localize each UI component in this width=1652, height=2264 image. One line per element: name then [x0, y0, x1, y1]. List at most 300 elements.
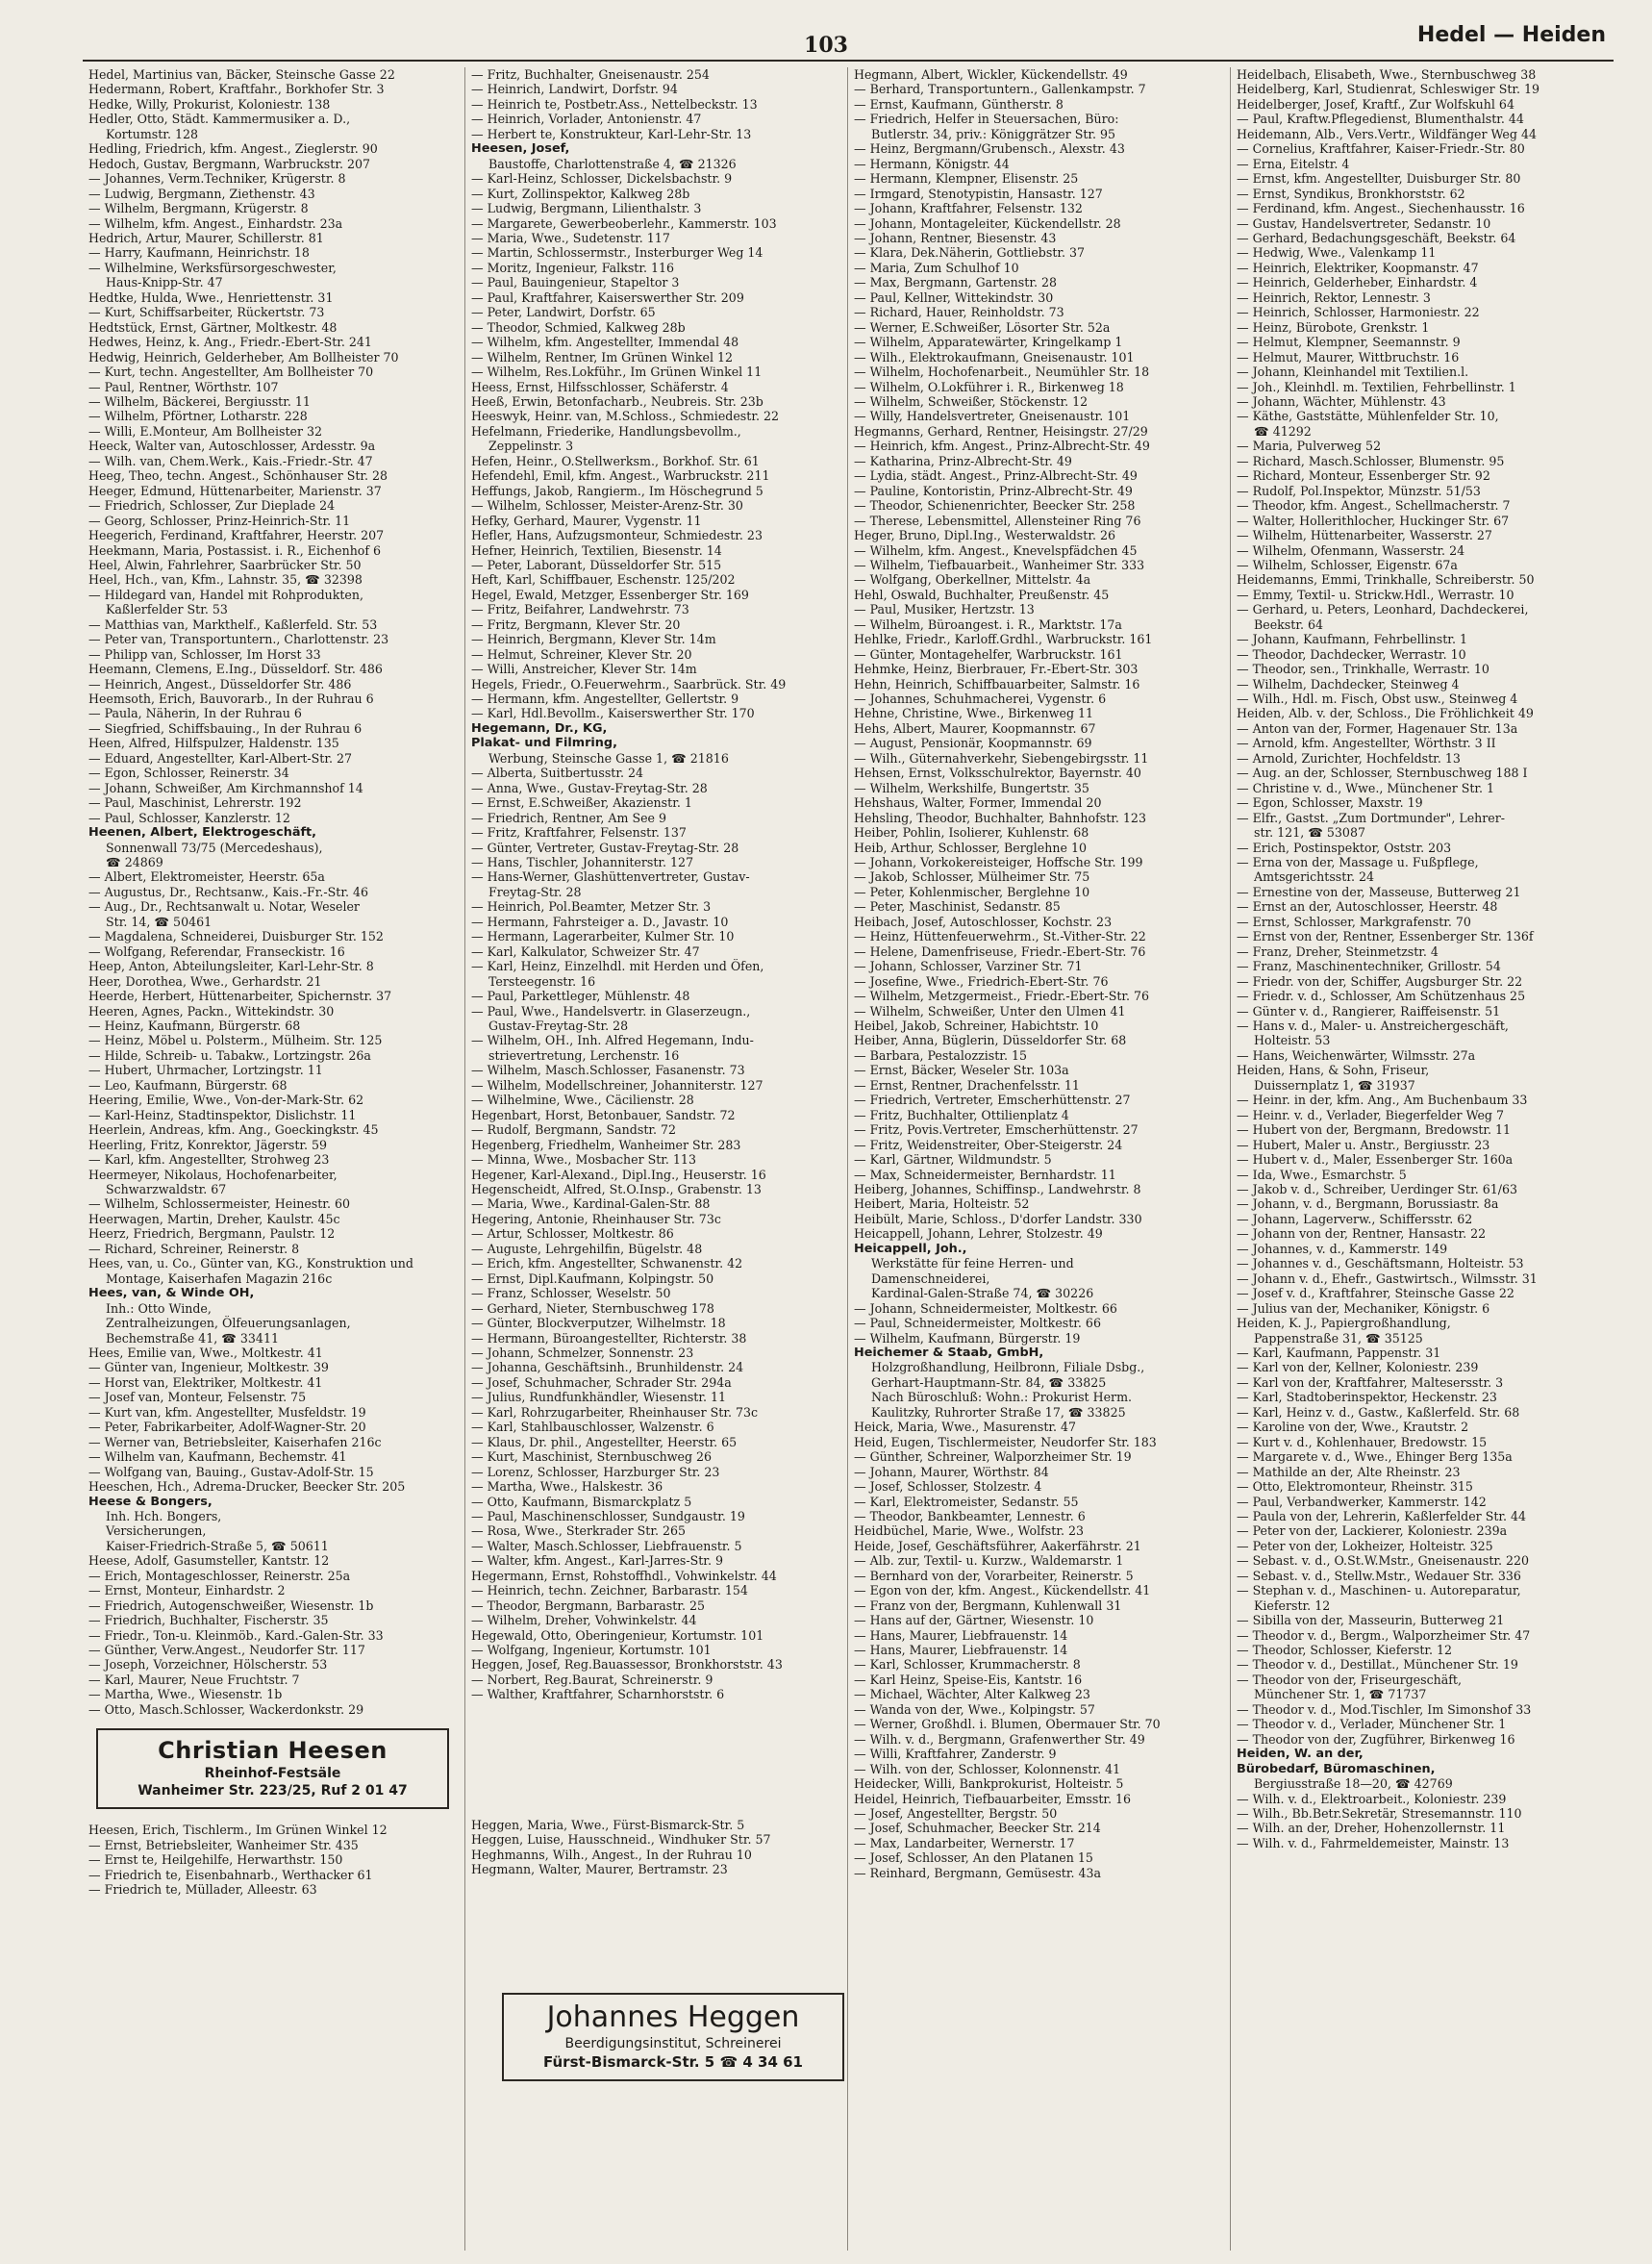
directory-entry: — Friedrich, Schlosser, Zur Dieplade 24 — [88, 498, 336, 514]
directory-entry: — Wilhelm van, Kaufmann, Bechemstr. 41 — [88, 1449, 347, 1465]
directory-entry: — Paul, Wwe., Handelsvertr. in Glaserzeugn., — [471, 1003, 751, 1019]
directory-entry: — Johann, Lagerverw., Schiffersstr. 62 — [1237, 1211, 1473, 1226]
directory-entry: — Johann, Schneidermeister, Moltkestr. 66 — [854, 1300, 1117, 1316]
directory-entry: — Joseph, Vorzeichner, Hölscherstr. 53 — [88, 1657, 328, 1673]
directory-entry: Heegerich, Ferdinand, Kraftfahrer, Heerstr. 207 — [88, 528, 385, 543]
directory-entry: — Therese, Lebensmittel, Allensteiner Ring 76 — [854, 513, 1141, 528]
directory-entry: Hegermann, Ernst, Rohstoffhdl., Vohwinkelstr. 44 — [471, 1568, 777, 1583]
directory-entry: — Werner van, Betriebsleiter, Kaiserhafen 216c — [88, 1434, 382, 1449]
directory-entry: Hedtstück, Ernst, Gärtner, Moltkestr. 48 — [88, 319, 338, 335]
directory-entry: — Cornelius, Kraftfahrer, Kaiser-Friedr.-Str. 80 — [1237, 141, 1525, 157]
directory-entry: — Theodor von der, Friseurgeschäft, — [1237, 1672, 1462, 1687]
directory-entry: Kaßlerfelder Str. 53 — [106, 602, 228, 617]
directory-entry: Pappenstraße 31, ☎ 35125 — [1254, 1330, 1423, 1346]
directory-entry: — Hans, Weichenwärter, Wilmsstr. 27a — [1237, 1047, 1476, 1063]
directory-entry: — Ernst te, Heilgehilfe, Herwarthstr. 150 — [88, 1852, 343, 1868]
directory-entry: — Heinrich, Schlosser, Harmoniestr. 22 — [1237, 305, 1480, 320]
directory-entry: — Hans, Maurer, Liebfrauenstr. 14 — [854, 1643, 1068, 1658]
directory-entry: — Günter, Vertreter, Gustav-Freytag-Str. 28 — [471, 840, 739, 855]
directory-entry: — Hans auf der, Gärtner, Wiesenstr. 10 — [854, 1613, 1094, 1628]
column-entries-after — [88, 1823, 459, 1897]
directory-entry: — Johann, Schlosser, Varziner Str. 71 — [854, 959, 1083, 974]
directory-entry: — Karl, Hdl.Bevollm., Kaiserswerther Str. 170 — [471, 706, 755, 721]
directory-entry: — Wilhelm, Büroangest. i. R., Marktstr. 17a — [854, 616, 1122, 632]
directory-entry: Heekmann, Maria, Postassist. i. R., Eichenhof 6 — [88, 542, 382, 558]
directory-entry: — Karl-Heinz, Stadtinspektor, Dislichstr. 11 — [88, 1107, 357, 1122]
directory-entry: — Hans, Maurer, Liebfrauenstr. 14 — [854, 1627, 1068, 1643]
directory-entry: — Johann, Maurer, Wörthstr. 84 — [854, 1464, 1049, 1479]
directory-entry: — Werner, Großhdl. i. Blumen, Obermauer Str. 70 — [854, 1717, 1161, 1732]
directory-entry: Heft, Karl, Schiffbauer, Eschenstr. 125/202 — [471, 572, 736, 588]
directory-entry: — Rosa, Wwe., Sterkrader Str. 265 — [471, 1523, 687, 1539]
directory-entry: — Heinrich, Rektor, Lennestr. 3 — [1237, 289, 1431, 305]
directory-entry: — Wilhelm, Schweißer, Stöckenstr. 12 — [854, 393, 1089, 409]
directory-entry: — Maria, Wwe., Kardinal-Galen-Str. 88 — [471, 1196, 711, 1212]
directory-entry: Heel, Hch., van, Kfm., Lahnstr. 35, ☎ 32398 — [88, 572, 363, 588]
directory-entry: Heemann, Clemens, E.Ing., Düsseldorf. Str. 486 — [88, 662, 383, 677]
directory-entry: — Hilde, Schreib- u. Tabakw., Lortzingstr. 26a — [88, 1047, 371, 1063]
directory-columns — [83, 67, 1614, 2251]
directory-entry: — Karl, Elektromeister, Sedanstr. 55 — [854, 1494, 1079, 1509]
entry-heading: Heenen, Albert, Elektrogeschäft, — [88, 825, 317, 841]
directory-entry: — Augustus, Dr., Rechtsanw., Kais.-Fr.-Str. 46 — [88, 884, 369, 899]
directory-entry: Heep, Anton, Abteilungsleiter, Karl-Lehr-Str. 8 — [88, 959, 374, 974]
running-head: Hedel — Heiden — [1416, 23, 1606, 47]
directory-entry: — Theodor v. d., Bergm., Walporzheimer Str. 47 — [1237, 1627, 1531, 1643]
directory-entry: — Wolfgang van, Bauing., Gustav-Adolf-Str. 15 — [88, 1464, 374, 1479]
directory-entry: Heffungs, Jakob, Rangierm., Im Höschegrund 5 — [471, 483, 763, 498]
directory-entry: — Wilhelm, Dachdecker, Steinweg 4 — [1237, 676, 1460, 692]
directory-entry: Hefelmann, Friederike, Handlungsbevollm., — [471, 423, 741, 439]
directory-entry: — Richard, Masch.Schlosser, Blumenstr. 95 — [1237, 453, 1505, 468]
directory-entry: Heerlein, Andreas, kfm. Ang., Goeckingkstr. 45 — [88, 1122, 379, 1138]
directory-entry: Heese, Adolf, Gasumsteller, Kantstr. 12 — [88, 1553, 330, 1569]
directory-entry: — Jakob, Schlosser, Mülheimer Str. 75 — [854, 869, 1090, 885]
directory-entry: Schwarzwaldstr. 67 — [106, 1181, 227, 1196]
directory-entry: — Ludwig, Bergmann, Ziethenstr. 43 — [88, 186, 315, 201]
directory-entry: — Peter, Kohlenmischer, Berglehne 10 — [854, 884, 1090, 899]
directory-entry: — Heinz, Möbel u. Polsterm., Mülheim. Str. 125 — [88, 1033, 383, 1048]
directory-entry: — Johann, Wächter, Mühlenstr. 43 — [1237, 393, 1446, 409]
directory-entry: — Franz, Maschinentechniker, Grillostr. 54 — [1237, 959, 1501, 974]
directory-entry: Heggen, Maria, Wwe., Fürst-Bismarck-Str. 5 — [471, 1817, 745, 1832]
directory-entry: Heiber, Pohlin, Isolierer, Kuhlenstr. 68 — [854, 825, 1089, 841]
directory-entry: Heerde, Herbert, Hüttenarbeiter, Spichernstr. 37 — [88, 989, 392, 1004]
directory-entry: — Heinz, Hüttenfeuerwehrm., St.-Vither-Str. 22 — [854, 929, 1146, 944]
directory-entry: Hehne, Christine, Wwe., Birkenweg 11 — [854, 706, 1094, 721]
directory-entry: — Heinz, Bergmann/Grubensch., Alexstr. 43 — [854, 141, 1125, 157]
directory-entry: — Fritz, Povis.Vertreter, Emscherhüttenstr. 27 — [854, 1122, 1139, 1138]
directory-entry: Hegenscheidt, Alfred, St.O.Insp., Grabenstr. 13 — [471, 1181, 762, 1196]
directory-entry: Heger, Bruno, Dipl.Ing., Westerwaldstr. 26 — [854, 528, 1115, 543]
directory-entry: Heerwagen, Martin, Dreher, Kaulstr. 45c — [88, 1211, 340, 1226]
directory-entry: Hedtke, Hulda, Wwe., Henriettenstr. 31 — [88, 289, 334, 305]
directory-entry: — Erich, kfm. Angestellter, Schwanenstr. 42 — [471, 1256, 743, 1271]
directory-entry: — Günter, Montagehelfer, Warbruckstr. 161 — [854, 646, 1123, 662]
directory-entry: — Wilhelm, Rentner, Im Grünen Winkel 12 — [471, 349, 734, 365]
directory-entry: — Peter von der, Lokheizer, Holteistr. 325 — [1237, 1538, 1493, 1553]
directory-entry: — Willy, Handelsvertreter, Gneisenaustr. 101 — [854, 409, 1131, 424]
directory-entry: Bergiusstraße 18—20, ☎ 42769 — [1254, 1776, 1453, 1792]
directory-entry: — Wilh. von der, Schlosser, Kolonnenstr. 41 — [854, 1761, 1121, 1776]
directory-entry: Inh. Hch. Bongers, — [106, 1508, 222, 1523]
directory-entry: — Kurt, Maschinist, Sternbuschweg 26 — [471, 1449, 713, 1465]
directory-entry: Heidecker, Willi, Bankprokurist, Holteistr. 5 — [854, 1776, 1124, 1792]
directory-entry: — Helmut, Schreiner, Klever Str. 20 — [471, 646, 692, 662]
directory-entry: — Theodor v. d., Verlader, Münchener Str. 1 — [1237, 1717, 1507, 1732]
directory-entry: — Theodor, sen., Trinkhalle, Werrastr. 10 — [1237, 662, 1489, 677]
directory-entry: — Egon, Schlosser, Maxstr. 19 — [1237, 795, 1423, 811]
directory-entry: — Margarete v. d., Wwe., Ehinger Berg 135a — [1237, 1449, 1513, 1465]
directory-entry: — Günter, Blockverputzer, Wilhelmstr. 18 — [471, 1316, 726, 1331]
directory-entry: — Wilhelm, Hochofenarbeit., Neumühler Str. 18 — [854, 365, 1150, 380]
directory-entry: Heesen, Erich, Tischlerm., Im Grünen Winkel 12 — [88, 1823, 388, 1838]
directory-entry: Heidemanns, Emmi, Trinkhalle, Schreiberstr. 50 — [1237, 572, 1535, 588]
ad-address: Wanheimer Str. 223/25, Ruf 2 01 47 — [138, 1783, 408, 1799]
directory-entry: — Paul, Verbandwerker, Kammerstr. 142 — [1237, 1494, 1487, 1509]
directory-entry: — Johann von der, Rentner, Hansastr. 22 — [1237, 1226, 1487, 1242]
directory-entry: — Heinr. v. d., Verlader, Biegerfelder Weg 7 — [1237, 1107, 1505, 1122]
directory-entry: — Maria, Pulverweg 52 — [1237, 439, 1382, 454]
directory-entry: — Ernst, Bäcker, Weseler Str. 103a — [854, 1063, 1069, 1078]
column-entries — [854, 67, 1224, 1880]
directory-entry: — Karl Heinz, Speise-Eis, Kantstr. 16 — [854, 1672, 1083, 1687]
directory-entry: — Fritz, Kraftfahrer, Felsenstr. 137 — [471, 825, 687, 841]
directory-entry: Hedoch, Gustav, Bergmann, Warbruckstr. 207 — [88, 156, 371, 171]
directory-entry: — Elfr., Gastst. „Zum Dortmunder", Lehrer- — [1237, 810, 1506, 825]
directory-entry: — Alb. zur, Textil- u. Kurzw., Waldemarstr. 1 — [854, 1553, 1124, 1569]
directory-entry: — Heinrich, Landwirt, Dorfstr. 94 — [471, 82, 678, 97]
directory-entry: — Wilh., Elektrokaufmann, Gneisenaustr. 101 — [854, 349, 1135, 365]
directory-entry: Hehsling, Theodor, Buchhalter, Bahnhofstr. 123 — [854, 810, 1146, 825]
directory-entry: — Paul, Kraftfahrer, Kaiserswerther Str. 209 — [471, 289, 744, 305]
directory-entry: — Emmy, Textil- u. Strickw.Hdl., Werrastr. 10 — [1237, 587, 1514, 602]
directory-entry: — Wilh. an der, Dreher, Hohenzollernstr. 11 — [1237, 1821, 1506, 1836]
directory-entry: — Karl, Gärtner, Wildmundstr. 5 — [854, 1152, 1052, 1168]
directory-entry: — Wilh., Güternahverkehr, Siebengebirgsstr. 11 — [854, 750, 1149, 766]
directory-entry: — Paul, Kraftw.Pflegedienst, Blumenthalstr. 44 — [1237, 112, 1524, 127]
entry-heading: Plakat- und Filmring, — [471, 736, 617, 751]
directory-entry: Haus-Knipp-Str. 47 — [106, 275, 223, 290]
directory-entry: ☎ 41292 — [1254, 423, 1312, 439]
directory-entry: — Norbert, Reg.Baurat, Schreinerstr. 9 — [471, 1672, 713, 1687]
directory-entry: — Wolfgang, Ingenieur, Kortumstr. 101 — [471, 1643, 712, 1658]
directory-entry: Heibel, Jakob, Schreiner, Habichtstr. 10 — [854, 1019, 1099, 1033]
directory-entry: Werbung, Steinsche Gasse 1, ☎ 21816 — [488, 750, 729, 766]
directory-entry: — Paul, Maschinist, Lehrerstr. 192 — [88, 795, 302, 811]
directory-entry: — Wilhelm, kfm. Angestellter, Immendal 48 — [471, 335, 739, 350]
directory-entry: strievertretung, Lerchenstr. 16 — [488, 1047, 680, 1063]
directory-entry: — Sebast. v. d., O.St.W.Mstr., Gneisenaustr. 220 — [1237, 1553, 1530, 1569]
directory-entry: — Wilhelm, Kaufmann, Bürgerstr. 19 — [854, 1330, 1081, 1346]
directory-entry: Hegenbart, Horst, Betonbauer, Sandstr. 72 — [471, 1107, 736, 1122]
directory-entry: — Wilh. v. d., Bergmann, Grafenwerther Str. 49 — [854, 1731, 1145, 1747]
directory-entry: — Barbara, Pestalozzistr. 15 — [854, 1047, 1027, 1063]
directory-entry: — Karoline von der, Wwe., Krautstr. 2 — [1237, 1420, 1469, 1435]
directory-entry: — Richard, Schreiner, Reinerstr. 8 — [88, 1241, 300, 1256]
directory-entry: Duissernplatz 1, ☎ 31937 — [1254, 1077, 1415, 1093]
directory-entry: — Aug., Dr., Rechtsanwalt u. Notar, Weseler — [88, 899, 360, 915]
directory-entry: — Fritz, Bergmann, Klever Str. 20 — [471, 616, 681, 632]
ad-address: Fürst-Bismarck-Str. 5 ☎ 4 34 61 — [543, 2053, 803, 2071]
ad-name: Christian Heesen — [158, 1737, 388, 1765]
directory-entry: — Wilhelm, Bergmann, Krügerstr. 8 — [88, 201, 309, 216]
directory-entry: — Joh., Kleinhdl. m. Textilien, Fehrbellinstr. 1 — [1237, 379, 1516, 394]
directory-entry: Bechemstraße 41, ☎ 33411 — [106, 1330, 279, 1346]
directory-entry: — Walter, kfm. Angest., Karl-Jarres-Str. 9 — [471, 1553, 723, 1569]
entry-heading: Heese & Bongers, — [88, 1494, 213, 1509]
directory-entry: Hefen, Heinr., O.Stellwerksm., Borkhof. Str. 61 — [471, 453, 760, 468]
directory-entry: — Friedr., Ton-u. Kleinmöb., Kard.-Galen-Str. 33 — [88, 1627, 384, 1643]
directory-entry: — Heinrich, Pol.Beamter, Metzer Str. 3 — [471, 899, 712, 915]
directory-entry: — Ludwig, Bergmann, Lilienthalstr. 3 — [471, 201, 702, 216]
entry-heading: Hees, van, & Winde OH, — [88, 1286, 255, 1301]
directory-entry: — Wilh. v. d., Fahrmeldemeister, Mainstr. 13 — [1237, 1835, 1510, 1850]
directory-entry: — Matthias van, Markthelf., Kaßlerfeld. Str. 53 — [88, 616, 378, 632]
directory-entry: — Wilh., Bb.Betr.Sekretär, Stresemannstr. 110 — [1237, 1806, 1522, 1822]
directory-entry: — Gerhard, u. Peters, Leonhard, Dachdeckerei, — [1237, 602, 1529, 617]
directory-entry: — Christine v. d., Wwe., Münchener Str. 1 — [1237, 780, 1495, 795]
directory-entry: Heiber, Anna, Büglerin, Düsseldorfer Str. 68 — [854, 1033, 1127, 1048]
directory-entry: Butlerstr. 34, priv.: Königgrätzer Str. 95 — [871, 126, 1116, 141]
directory-entry: — Friedrich, Buchhalter, Fischerstr. 35 — [88, 1613, 329, 1628]
directory-entry: — Wilhelm, O.Lokführer i. R., Birkenweg 18 — [854, 379, 1124, 394]
directory-entry: — Julius van der, Mechaniker, Königstr. 6 — [1237, 1300, 1490, 1316]
directory-entry: — Theodor, kfm. Angest., Schellmacherstr. 7 — [1237, 498, 1511, 514]
column-entries-after — [471, 1818, 841, 1877]
directory-entry: — Leo, Kaufmann, Bürgerstr. 68 — [88, 1077, 288, 1093]
directory-entry: Heer, Dorothea, Wwe., Gerhardstr. 21 — [88, 973, 322, 989]
directory-entry: Hedrich, Artur, Maurer, Schillerstr. 81 — [88, 230, 324, 245]
directory-entry: — Günter van, Ingenieur, Moltkestr. 39 — [88, 1360, 329, 1375]
directory-entry: — Heinrich, kfm. Angest., Prinz-Albrecht-Str. 49 — [854, 439, 1150, 454]
directory-entry: — Arnold, Zurichter, Hochfeldstr. 13 — [1237, 750, 1461, 766]
ad-subtitle: Rheinhof-Festsäle — [204, 1766, 341, 1782]
directory-entry: Heemsoth, Erich, Bauvorarb., In der Ruhrau 6 — [88, 692, 374, 707]
directory-entry: Heen, Alfred, Hilfspulzer, Haldenstr. 135 — [88, 736, 339, 751]
directory-entry: Heibert, Maria, Holteistr. 52 — [854, 1196, 1030, 1212]
directory-entry: — Karl von der, Kellner, Koloniestr. 239 — [1237, 1360, 1479, 1375]
directory-entry: — Klaus, Dr. phil., Angestellter, Heerstr. 65 — [471, 1434, 738, 1449]
directory-entry: — Paula, Näherin, In der Ruhrau 6 — [88, 706, 302, 721]
directory-entry: — Günter v. d., Rangierer, Raiffeisenstr. 51 — [1237, 1003, 1501, 1019]
directory-entry: str. 121, ☎ 53087 — [1254, 825, 1365, 841]
directory-entry: — Helmut, Klempner, Seemannstr. 9 — [1237, 335, 1461, 350]
directory-entry: — Kurt v. d., Kohlenhauer, Bredowstr. 15 — [1237, 1434, 1488, 1449]
directory-entry: — Bernhard von der, Vorarbeiter, Reinerstr. 5 — [854, 1568, 1134, 1583]
directory-entry: — Friedrich, Autogenschweißer, Wiesenstr. 1b — [88, 1597, 374, 1613]
directory-entry: — Wilhelm, Tiefbauarbeit., Wanheimer Str. 333 — [854, 557, 1145, 572]
directory-entry: — Mathilde an der, Alte Rheinstr. 23 — [1237, 1464, 1461, 1479]
directory-entry: — Theodor, Bergmann, Barbarastr. 25 — [471, 1597, 705, 1613]
directory-entry: — Theodor v. d., Destillat., Münchener Str. 19 — [1237, 1657, 1518, 1673]
directory-entry: — Theodor, Bankbeamter, Lennestr. 6 — [854, 1508, 1086, 1523]
directory-entry: — Kurt van, kfm. Angestellter, Musfeldstr. 19 — [88, 1404, 366, 1420]
directory-entry: — Johann, Vorkokereisteiger, Hoffsche Str. 199 — [854, 855, 1143, 870]
directory-entry: Zentralheizungen, Ölfeuerungsanlagen, — [106, 1316, 351, 1331]
directory-entry: Hehmke, Heinz, Bierbrauer, Fr.-Ebert-Str. 303 — [854, 662, 1139, 677]
directory-entry: Hegmann, Walter, Maurer, Bertramstr. 23 — [471, 1862, 728, 1877]
directory-entry: — Wilhelm, Ofenmann, Wasserstr. 24 — [1237, 542, 1465, 558]
directory-entry: — Heinrich, Bergmann, Klever Str. 14m — [471, 632, 716, 647]
directory-entry: — Hedwig, Wwe., Valenkamp 11 — [1237, 245, 1437, 261]
directory-entry: Baustoffe, Charlottenstraße 4, ☎ 21326 — [488, 156, 737, 171]
directory-entry: Montage, Kaiserhafen Magazin 216c — [106, 1270, 333, 1286]
directory-entry: — August, Pensionär, Koopmannstr. 69 — [854, 736, 1092, 751]
directory-entry: — Ernst, kfm. Angestellter, Duisburger Str. 80 — [1237, 171, 1521, 187]
directory-entry: — Paul, Parkettleger, Mühlenstr. 48 — [471, 989, 690, 1004]
directory-entry: — Richard, Hauer, Reinholdstr. 73 — [854, 305, 1064, 320]
directory-entry: Heerling, Fritz, Konrektor, Jägerstr. 59 — [88, 1137, 328, 1152]
directory-entry: — Hubert von der, Bergmann, Bredowstr. 11 — [1237, 1122, 1512, 1138]
directory-entry: — Wilhelm, Masch.Schlosser, Fasanenstr. 73 — [471, 1063, 745, 1078]
directory-entry: Heeren, Agnes, Packn., Wittekindstr. 30 — [88, 1003, 335, 1019]
directory-entry: Hehn, Heinrich, Schiffbauarbeiter, Salmstr. 16 — [854, 676, 1140, 692]
directory-entry: Damenschneiderei, — [871, 1270, 990, 1286]
directory-entry: Heibült, Marie, Schloss., D'dorfer Landstr. 330 — [854, 1211, 1142, 1226]
directory-entry: — Heinz, Bürobote, Grenkstr. 1 — [1237, 319, 1430, 335]
directory-entry: — Paul, Bauingenieur, Stapeltor 3 — [471, 275, 680, 290]
directory-entry: — Hans v. d., Maler- u. Anstreichergeschäft, — [1237, 1019, 1509, 1033]
directory-entry: — Paula von der, Lehrerin, Kaßlerfelder Str. 44 — [1237, 1508, 1527, 1523]
directory-entry: — Ferdinand, kfm. Angest., Siechenhausstr. 16 — [1237, 201, 1525, 216]
column-1 — [83, 67, 465, 2251]
directory-entry: — Wilhelmine, Wwe., Cäcilienstr. 28 — [471, 1093, 694, 1108]
directory-entry: — Karl, Kaufmann, Pappenstr. 31 — [1237, 1345, 1441, 1360]
directory-entry: — Helmut, Maurer, Wittbruchstr. 16 — [1237, 349, 1460, 365]
directory-entry: — Ernst, Dipl.Kaufmann, Kolpingstr. 50 — [471, 1270, 714, 1286]
directory-entry: Münchener Str. 1, ☎ 71737 — [1254, 1687, 1427, 1702]
column-3 — [848, 67, 1231, 2251]
directory-entry: — Heinrich, Elektriker, Koopmanstr. 47 — [1237, 260, 1479, 275]
directory-entry: — Klara, Dek.Näherin, Gottliebstr. 37 — [854, 245, 1086, 261]
directory-entry: — Willi, Kraftfahrer, Zanderstr. 9 — [854, 1747, 1057, 1762]
directory-entry: — Ernst an der, Autoschlosser, Heerstr. 48 — [1237, 899, 1498, 915]
directory-entry: — Siegfried, Schiffsbauing., In der Ruhrau 6 — [88, 720, 363, 736]
directory-entry: — Josef, Schuhmacher, Beecker Str. 214 — [854, 1821, 1101, 1836]
directory-entry: — Wilhelm, Apparatewärter, Kringelkamp 1 — [854, 335, 1123, 350]
directory-entry: — Hermann, Lagerarbeiter, Kulmer Str. 10 — [471, 929, 735, 944]
directory-entry: — Johann, Kleinhandel mit Textilien.l. — [1237, 365, 1469, 380]
column-entries — [471, 67, 841, 1702]
directory-entry: — Johann, Schweißer, Am Kirchmannshof 14 — [88, 780, 363, 795]
directory-entry: — Hubert, Maler u. Anstr., Bergiusstr. 23 — [1237, 1137, 1490, 1152]
directory-entry: Heeß, Erwin, Betonfacharb., Neubreis. Str. 23b — [471, 393, 763, 409]
directory-entry: — Johannes, Verm.Techniker, Krügerstr. 8 — [88, 171, 346, 187]
directory-entry: Heidemann, Alb., Vers.Vertr., Wildfänger Weg 44 — [1237, 126, 1537, 141]
directory-entry: Heid, Eugen, Tischlermeister, Neudorfer Str. 183 — [854, 1434, 1157, 1449]
advertisement-box — [96, 1728, 449, 1809]
directory-entry: Amtsgerichtsstr. 24 — [1254, 869, 1375, 885]
directory-entry: — Wolfgang, Oberkellner, Mittelstr. 4a — [854, 572, 1091, 588]
directory-entry: — Egon von der, kfm. Angest., Kückendellstr. 41 — [854, 1583, 1151, 1598]
directory-entry: — Irmgard, Stenotypistin, Hansastr. 127 — [854, 186, 1103, 201]
directory-entry: — Max, Schneidermeister, Bernhardstr. 11 — [854, 1167, 1116, 1182]
directory-entry: — Hermann, Büroangestellter, Richterstr. 38 — [471, 1330, 747, 1346]
directory-entry: — Kurt, techn. Angestellter, Am Bollheister 70 — [88, 365, 374, 380]
column-4 — [1231, 67, 1614, 2251]
directory-entry: — Rudolf, Pol.Inspektor, Münzstr. 51/53 — [1237, 483, 1481, 498]
directory-entry: — Friedr. von der, Schiffer, Augsburger Str. 22 — [1237, 973, 1523, 989]
directory-entry: — Alberta, Suitbertusstr. 24 — [471, 766, 644, 781]
directory-entry: — Friedrich te, Müllader, Alleestr. 63 — [88, 1882, 317, 1898]
directory-entry: Inh.: Otto Winde, — [106, 1300, 212, 1316]
directory-entry: — Friedrich te, Eisenbahnarb., Werthacker 61 — [88, 1867, 373, 1882]
directory-entry: Hefky, Gerhard, Maurer, Vygenstr. 11 — [471, 513, 702, 528]
directory-entry: — Karl-Heinz, Schlosser, Dickelsbachstr. 9 — [471, 171, 733, 187]
directory-entry: Hegmanns, Gerhard, Rentner, Heisingstr. 27/29 — [854, 423, 1148, 439]
directory-entry: — Richard, Monteur, Essenberger Str. 92 — [1237, 468, 1490, 484]
directory-entry: Beekstr. 64 — [1254, 616, 1323, 632]
directory-entry: — Theodor, Schienenrichter, Beecker Str. 258 — [854, 498, 1136, 514]
directory-entry: — Hans-Werner, Glashüttenvertreter, Gustav- — [471, 869, 750, 885]
directory-entry: — Ida, Wwe., Esmarchstr. 5 — [1237, 1167, 1407, 1182]
directory-entry: — Wilhelm, OH., Inh. Alfred Hegemann, Indu- — [471, 1033, 754, 1048]
directory-entry: — Gerhard, Bedachungsgeschäft, Beekstr. 64 — [1237, 230, 1516, 245]
directory-entry: Heidelbach, Elisabeth, Wwe., Sternbuschweg 38 — [1237, 67, 1537, 82]
directory-entry: — Max, Bergmann, Gartenstr. 28 — [854, 275, 1057, 290]
directory-entry: — Ernst, Schlosser, Markgrafenstr. 70 — [1237, 914, 1471, 929]
directory-entry: — Wilhelm, Schweißer, Unter den Ulmen 41 — [854, 1003, 1126, 1019]
directory-entry: — Wilhelm, Res.Lokführ., Im Grünen Winkel 11 — [471, 365, 763, 380]
directory-entry: — Eduard, Angestellter, Karl-Albert-Str. 27 — [88, 750, 353, 766]
directory-entry: — Fritz, Buchhalter, Ottilienplatz 4 — [854, 1107, 1069, 1122]
directory-entry: — Theodor, Schmied, Kalkweg 28b — [471, 319, 686, 335]
directory-entry: Heidel, Heinrich, Tiefbauarbeiter, Emsstr. 16 — [854, 1791, 1132, 1806]
directory-entry: — Magdalena, Schneiderei, Duisburger Str. 152 — [88, 929, 384, 944]
directory-entry: — Wilhelm, kfm. Angest., Einhardstr. 23a — [88, 215, 343, 231]
directory-entry: Heidbüchel, Marie, Wwe., Wolfstr. 23 — [854, 1523, 1084, 1539]
directory-entry: — Karl, Rohrzugarbeiter, Rheinhauser Str. 73c — [471, 1404, 759, 1420]
directory-entry: — Peter von der, Lackierer, Koloniestr. 239a — [1237, 1523, 1508, 1539]
directory-entry: Hegmann, Albert, Wickler, Kückendellstr. 49 — [854, 67, 1128, 82]
directory-entry: — Ernst, Monteur, Einhardstr. 2 — [88, 1583, 286, 1598]
directory-entry: — Johann, Kaufmann, Fehrbellinstr. 1 — [1237, 632, 1467, 647]
directory-entry: Heicappell, Johann, Lehrer, Stolzestr. 49 — [854, 1226, 1103, 1242]
directory-entry: — Karl, Kalkulator, Schweizer Str. 47 — [471, 943, 700, 959]
directory-entry: — Willi, E.Monteur, Am Bollheister 32 — [88, 423, 323, 439]
directory-entry: — Johann, Montageleiter, Kückendellstr. 28 — [854, 215, 1121, 231]
directory-entry: — Margarete, Gewerbeoberlehr., Kammerstr. 103 — [471, 215, 777, 231]
directory-entry: — Helene, Damenfriseuse, Friedr.-Ebert-Str. 76 — [854, 943, 1146, 959]
directory-entry: — Wilh. van, Chem.Werk., Kais.-Friedr.-Str. 47 — [88, 453, 373, 468]
directory-entry: Heermeyer, Nikolaus, Hochofenarbeiter, — [88, 1167, 338, 1182]
directory-entry: — Ernst, Betriebsleiter, Wanheimer Str. 435 — [88, 1837, 359, 1852]
directory-entry: Hees, van, u. Co., Günter van, KG., Konstruktion und — [88, 1256, 413, 1271]
directory-entry: Hehshaus, Walter, Former, Immendal 20 — [854, 795, 1102, 811]
entry-heading: Heesen, Josef, — [471, 141, 570, 157]
directory-entry: — Peter, Maschinist, Sedanstr. 85 — [854, 899, 1061, 915]
directory-entry: Heel, Alwin, Fahrlehrer, Saarbrücker Str. 50 — [88, 557, 362, 572]
directory-entry: Hegels, Friedr., O.Feuerwehrm., Saarbrück. Str. 49 — [471, 676, 787, 692]
directory-entry: ☎ 24869 — [106, 855, 163, 870]
directory-entry: — Stephan v. d., Maschinen- u. Autoreparatur, — [1237, 1583, 1521, 1598]
directory-entry: Kaulitzky, Ruhrorter Straße 17, ☎ 33825 — [871, 1404, 1126, 1420]
directory-entry: — Franz, Schlosser, Weselstr. 50 — [471, 1286, 671, 1301]
directory-entry: — Berhard, Transportuntern., Gallenkampstr. 7 — [854, 82, 1146, 97]
directory-entry: — Franz von der, Bergmann, Kuhlenwall 31 — [854, 1597, 1122, 1613]
directory-entry: — Karl, Heinz, Einzelhdl. mit Herden und Öfen, — [471, 959, 764, 974]
directory-entry: Heiberg, Johannes, Schiffinsp., Landwehrstr. 8 — [854, 1181, 1141, 1196]
directory-entry: — Katharina, Prinz-Albrecht-Str. 49 — [854, 453, 1072, 468]
directory-entry: — Theodor, Dachdecker, Werrastr. 10 — [1237, 646, 1466, 662]
directory-entry: — Josef van, Monteur, Felsenstr. 75 — [88, 1390, 307, 1405]
directory-entry: Heering, Emilie, Wwe., Von-der-Mark-Str. 62 — [88, 1093, 364, 1108]
directory-entry: — Jakob v. d., Schreiber, Uerdinger Str. 61/63 — [1237, 1181, 1518, 1196]
directory-entry: — Peter van, Transportuntern., Charlottenstr. 23 — [88, 632, 389, 647]
directory-entry: — Kurt, Zollinspektor, Kalkweg 28b — [471, 186, 690, 201]
directory-entry: Hedwes, Heinz, k. Ang., Friedr.-Ebert-Str. 241 — [88, 335, 372, 350]
